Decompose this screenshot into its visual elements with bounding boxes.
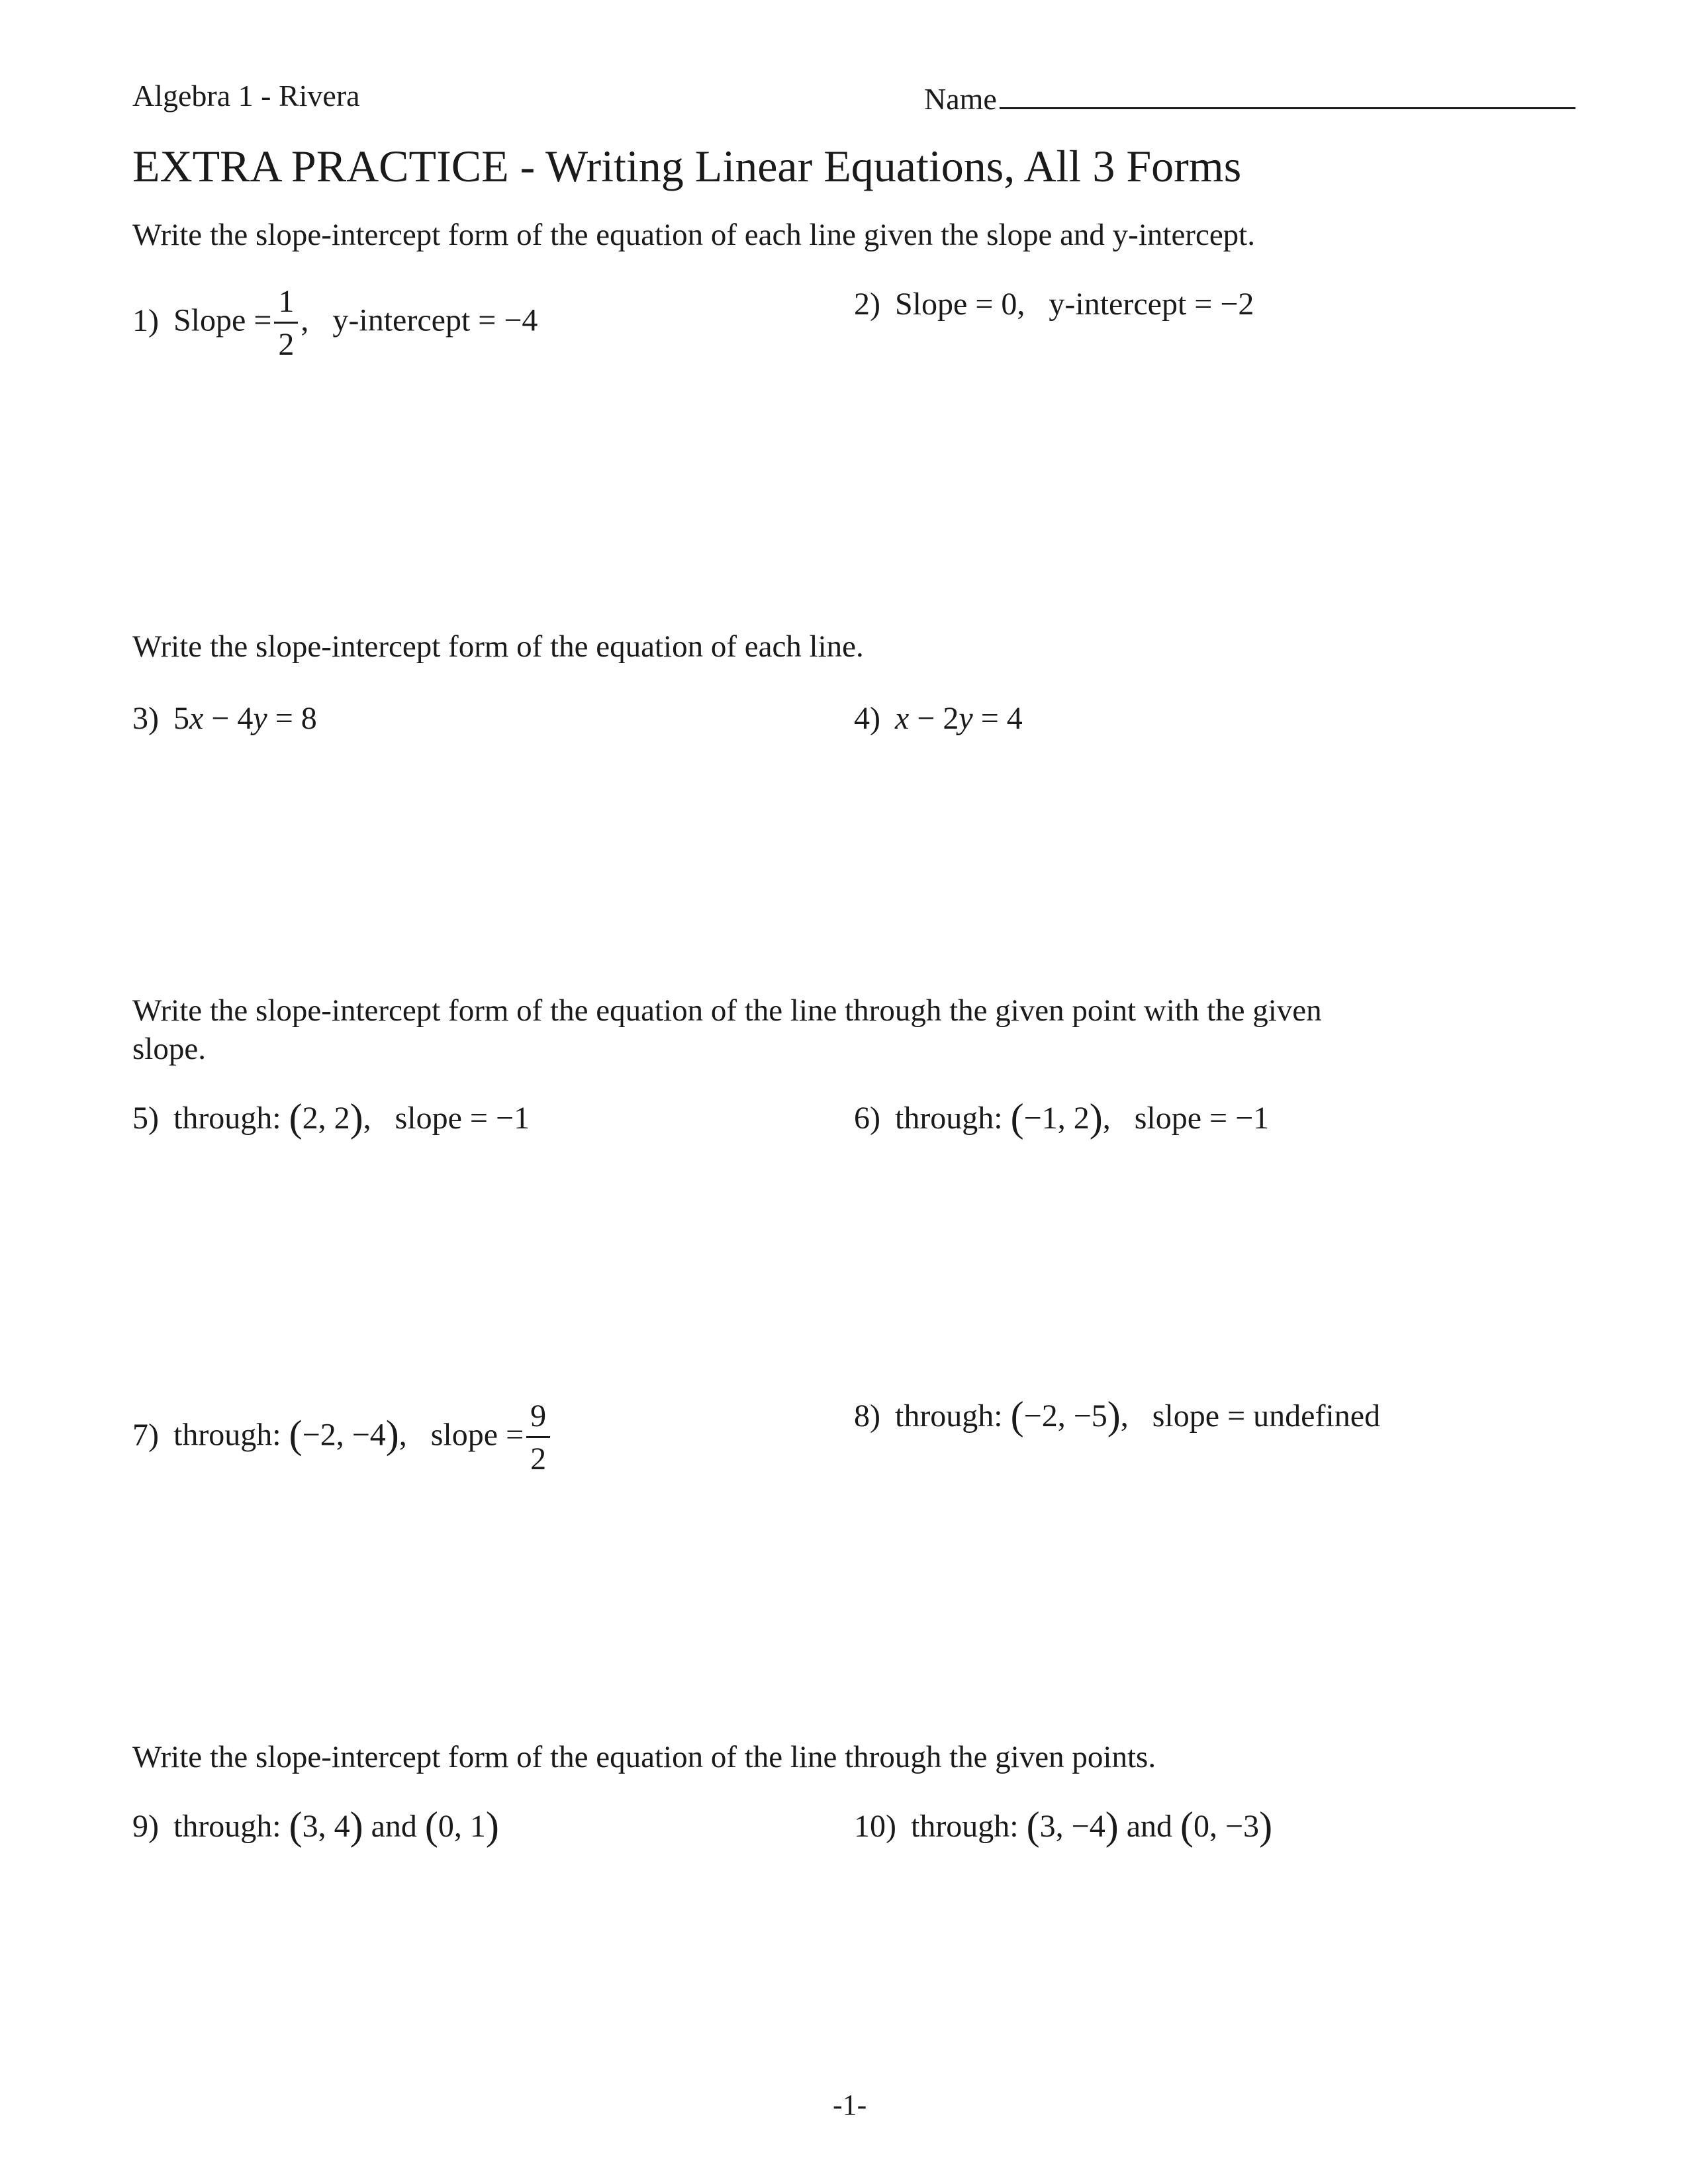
slope-fraction bbox=[526, 1400, 550, 1475]
section-1-instruction: Write the slope-intercept form of the equation of each line given the slope and y-intercept. bbox=[132, 218, 1255, 252]
variable-y: y bbox=[253, 701, 267, 736]
worksheet-title: EXTRA PRACTICE - Writing Linear Equations, All 3 Forms bbox=[132, 141, 1242, 191]
problem-8: 8) through: (−2, −5), slope = undefined bbox=[854, 1394, 1381, 1437]
operator: − bbox=[203, 701, 238, 736]
fraction-numerator: 9 bbox=[526, 1400, 550, 1438]
slope: slope = undefined bbox=[1152, 1398, 1381, 1433]
problem-number: 5) bbox=[132, 1101, 159, 1136]
section-4-instruction: Write the slope-intercept form of the equation of the line through the given points. bbox=[132, 1740, 1156, 1774]
name-line[interactable] bbox=[1000, 78, 1575, 109]
slope-text: Slope = 0, bbox=[894, 287, 1025, 322]
variable-x: x bbox=[894, 701, 910, 736]
right-hand-side: = 4 bbox=[972, 701, 1023, 736]
page-number: -1- bbox=[833, 2089, 867, 2121]
fraction-denominator: 2 bbox=[278, 327, 295, 362]
variable-y: y bbox=[959, 701, 973, 736]
coefficient-x: 5 bbox=[173, 701, 189, 736]
coefficient-y: 4 bbox=[237, 701, 254, 736]
problem-6: 6) through: (−1, 2), slope = −1 bbox=[854, 1096, 1270, 1140]
operator: − bbox=[909, 701, 943, 736]
through-label: through: bbox=[173, 1809, 281, 1844]
problem-number: 9) bbox=[132, 1809, 159, 1844]
fraction-numerator: 1 bbox=[274, 286, 298, 324]
slope-fraction bbox=[274, 286, 298, 361]
and-word: and bbox=[371, 1809, 417, 1844]
section-3-instruction-line-2: slope. bbox=[132, 1032, 206, 1066]
through-label: through: bbox=[173, 1417, 281, 1453]
through-label: through: bbox=[910, 1809, 1019, 1844]
slope-label: slope = bbox=[430, 1417, 524, 1453]
slope-label: Slope = bbox=[173, 302, 272, 338]
slope: slope = −1 bbox=[395, 1101, 530, 1136]
point: −2, −4 bbox=[302, 1417, 386, 1453]
problem-4 bbox=[854, 700, 1023, 737]
problem-9: 9) through: (3, 4) and (0, 1) bbox=[132, 1804, 499, 1848]
point-1: 3, 4 bbox=[302, 1809, 350, 1844]
problem-number: 2) bbox=[854, 287, 880, 322]
problem-number: 8) bbox=[854, 1398, 880, 1433]
slope: slope = −1 bbox=[1134, 1101, 1270, 1136]
name-label: Name bbox=[924, 82, 997, 116]
fraction-denominator: 2 bbox=[530, 1441, 547, 1477]
y-intercept: y-intercept = −2 bbox=[1049, 287, 1254, 322]
problem-number: 3) bbox=[132, 701, 159, 736]
coefficient-y: 2 bbox=[943, 701, 959, 736]
problem-number: 6) bbox=[854, 1101, 880, 1136]
problem-number: 7) bbox=[132, 1417, 159, 1453]
point-2: 0, 1 bbox=[438, 1809, 486, 1844]
problem-number: 10) bbox=[854, 1809, 896, 1844]
problem-5: 5) through: (2, 2), slope = −1 bbox=[132, 1096, 530, 1140]
through-label: through: bbox=[894, 1101, 1003, 1136]
problem-7: 7) through: (−2, −4), slope = $\frac{9}{2}$ bbox=[132, 1400, 553, 1475]
and-word: and bbox=[1126, 1809, 1172, 1844]
point: −1, 2 bbox=[1023, 1101, 1090, 1136]
variable-x: x bbox=[189, 701, 204, 736]
through-label: through: bbox=[173, 1101, 281, 1136]
name-field[interactable] bbox=[924, 78, 1575, 116]
point: 2, 2 bbox=[302, 1101, 350, 1136]
problem-10: 10) through: (3, −4) and (0, −3) bbox=[854, 1804, 1273, 1848]
point-2: 0, −3 bbox=[1193, 1809, 1260, 1844]
problem-number: 1) bbox=[132, 302, 159, 338]
problem-3 bbox=[132, 700, 317, 737]
section-3-instruction-line-1: Write the slope-intercept form of the equation of the line through the given point with the given bbox=[132, 993, 1322, 1028]
y-intercept: y-intercept = −4 bbox=[332, 302, 538, 338]
problem-number: 4) bbox=[854, 701, 880, 736]
through-label: through: bbox=[894, 1398, 1003, 1433]
course-label: Algebra 1 - Rivera bbox=[132, 79, 360, 113]
point: −2, −5 bbox=[1023, 1398, 1107, 1433]
right-hand-side: = 8 bbox=[267, 701, 317, 736]
point-1: 3, −4 bbox=[1039, 1809, 1105, 1844]
problem-1 bbox=[132, 286, 538, 361]
comma: , bbox=[301, 302, 309, 338]
problem-2 bbox=[854, 286, 1254, 322]
section-2-instruction: Write the slope-intercept form of the equation of each line. bbox=[132, 629, 864, 664]
